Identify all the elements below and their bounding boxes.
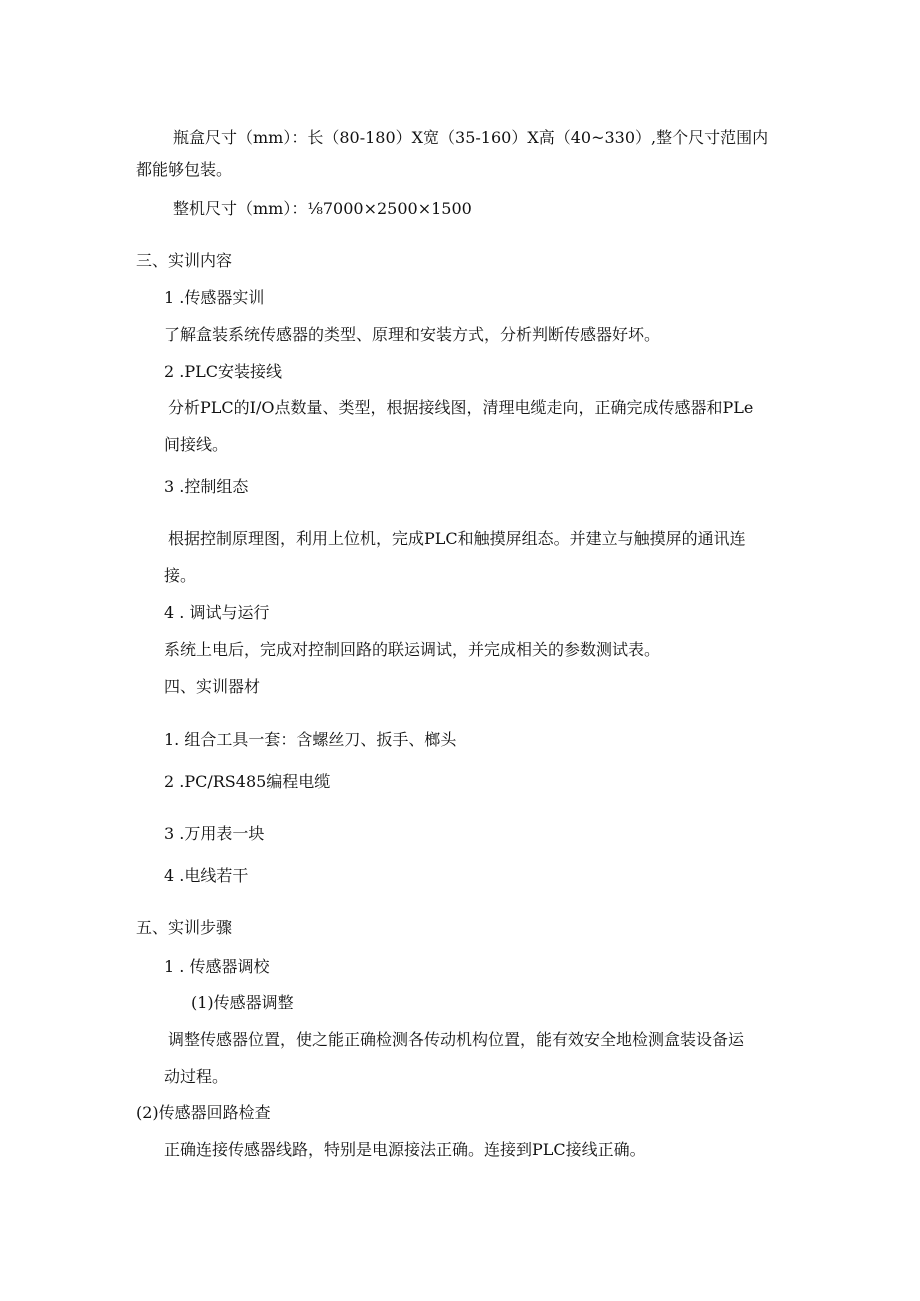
text-line: 都能够包装。 [136, 160, 233, 179]
section-heading: 三、实训内容 [136, 251, 233, 270]
list-item-heading: 1 .传感器实训 [164, 288, 265, 307]
text-line: 正确连接传感器线路，特别是电源接法正确。连接到PLC接线正确。 [164, 1140, 646, 1159]
text-line: 分析PLC的I/O点数量、类型，根据接线图，清理电缆走向，正确完成传感器和PLe [168, 398, 754, 417]
list-item: 2 .PC/RS485编程电缆 [164, 772, 331, 791]
text-line: 瓶盒尺寸（mm）：长（80-180）X宽（35-160）X高（40~330）,整个尺寸范围内 [173, 128, 769, 147]
text-line: 根据控制原理图，利用上位机，完成PLC和触摸屏组态。并建立与触摸屏的通讯连 [168, 529, 746, 548]
text-line: 调整传感器位置，使之能正确检测各传动机构位置，能有效安全地检测盒装设备运 [168, 1030, 745, 1049]
list-item: 3 .万用表一块 [164, 824, 265, 843]
section-heading: 五、实训步骤 [136, 918, 233, 937]
text-line: 动过程。 [164, 1067, 229, 1086]
text-line: 整机尺寸（mm）：⅛7000×2500×1500 [173, 199, 472, 218]
subheading: (1)传感器调整 [191, 993, 294, 1012]
list-item-heading: 3 .控制组态 [164, 477, 249, 496]
list-item: 4 .电线若干 [164, 866, 249, 885]
text-line: 间接线。 [164, 435, 229, 454]
text-line: 系统上电后，完成对控制回路的联运调试，并完成相关的参数测试表。 [164, 640, 661, 659]
text-line: 接。 [164, 566, 197, 585]
list-item-heading: 2 .PLC安装接线 [164, 362, 282, 381]
text-line: 了解盒装系统传感器的类型、原理和安装方式，分析判断传感器好坏。 [164, 325, 661, 344]
list-item: 1. 组合工具一套：含螺丝刀、扳手、榔头 [164, 730, 457, 749]
subheading: (2)传感器回路检查 [136, 1103, 271, 1122]
list-item-heading: 1 . 传感器调校 [164, 957, 270, 976]
section-heading: 四、实训器材 [164, 677, 261, 696]
list-item-heading: 4 . 调试与运行 [164, 603, 270, 622]
